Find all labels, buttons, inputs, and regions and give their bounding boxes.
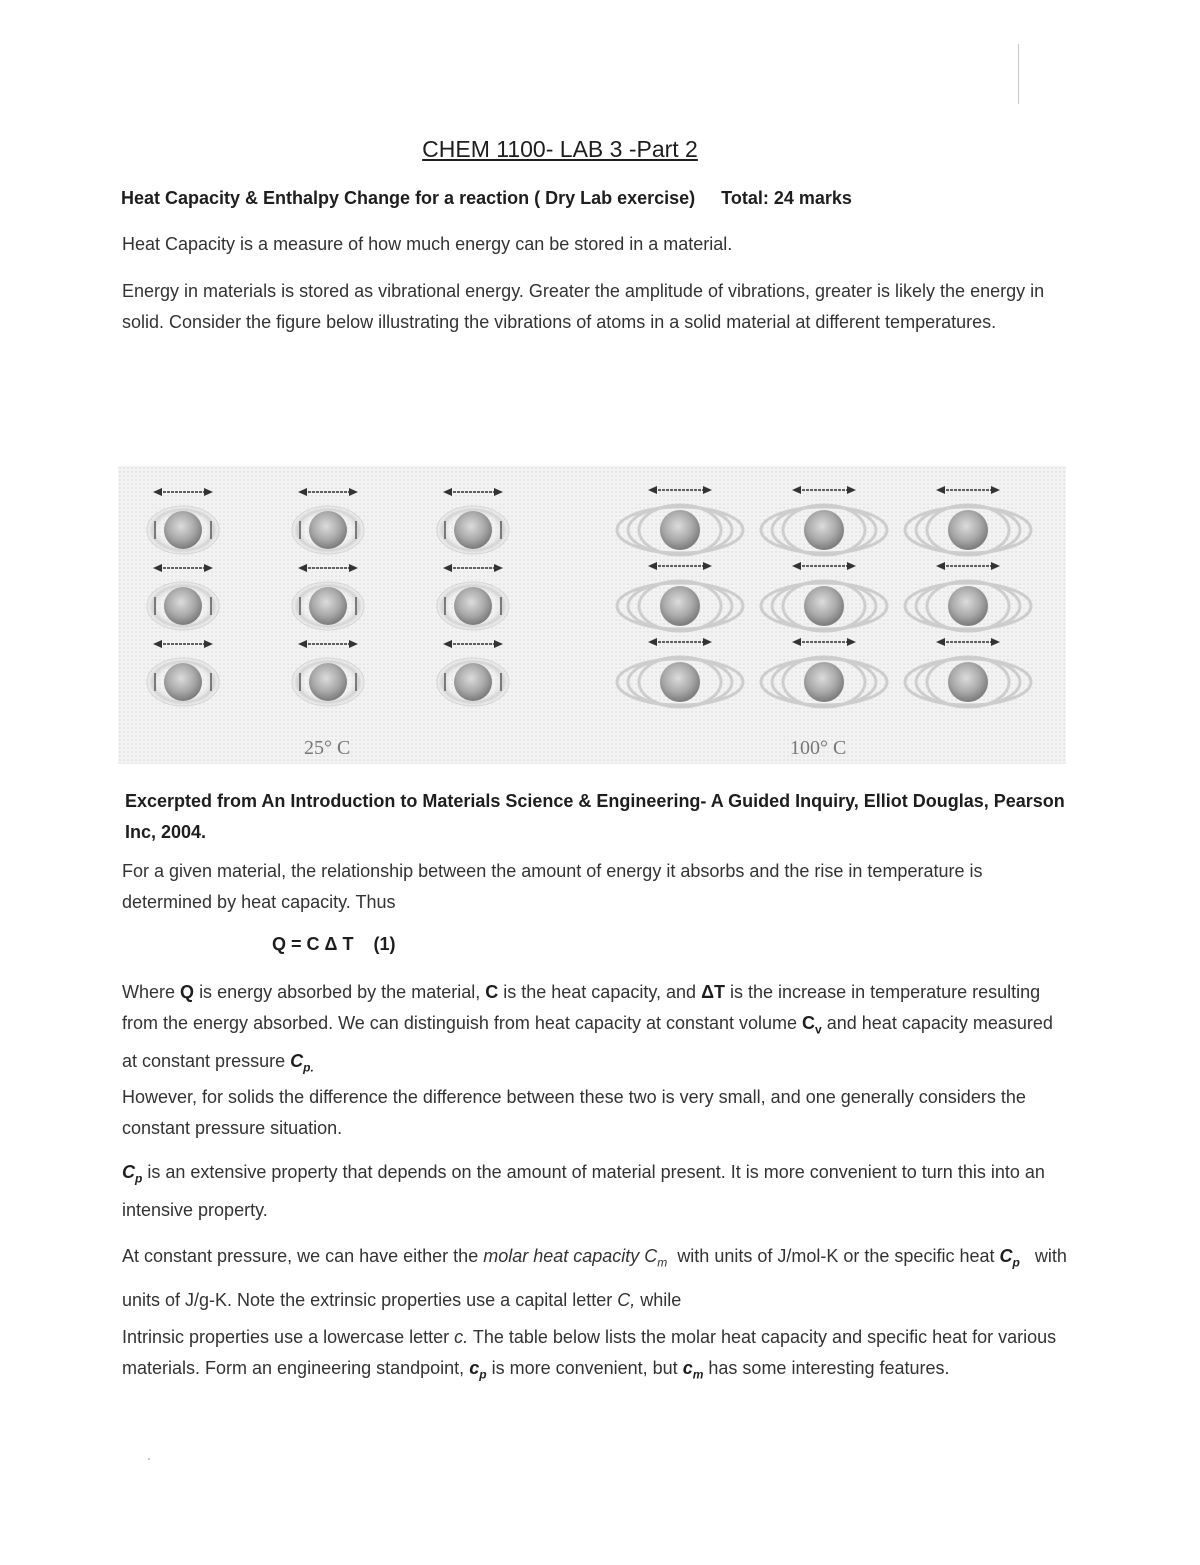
arrow-head-left: [443, 564, 452, 572]
where-paragraph: Where Q is energy absorbed by the material, C is the heat capacity, and ΔT is the increase in temperature resulting from the energy absorbed. We can distinguish from heat capacity at constant volume $C_v$ and heat capacity measured at constant pressure $C_{p.}$: [122, 982, 1053, 1075]
symbol-cp: $C_{p.}$: [290, 1050, 314, 1075]
citation: Excerpted from An Introduction to Materials Science & Engineering- A Guided Inquiry, Elliot Douglas, Pearson Inc, 2004.: [125, 791, 1065, 842]
arrow-head-left: [936, 638, 945, 646]
arrow-head-right: [991, 638, 1000, 646]
atom-100c: [804, 586, 844, 626]
intrinsic-paragraph: Intrinsic properties use a lowercase letter c. The table below lists the molar heat capacity and specific heat for various materials. Form an engineering standpoint, $c_p$ is more convenient, but $c_m$ has some interesting features.: [122, 1327, 1057, 1382]
symbol-cv: $C_v$: [802, 1013, 822, 1037]
atom-25c: [164, 511, 202, 549]
arrow-head-left: [792, 486, 801, 494]
arrow-head-left: [298, 640, 307, 648]
atom-25c: [454, 511, 492, 549]
arrow-head-left: [443, 640, 452, 648]
arrow-head-right: [494, 564, 503, 572]
vibration-diagram: [118, 466, 1066, 764]
label-100c: 100° C: [790, 737, 847, 759]
constant-pressure-paragraph: At constant pressure, we can have either the molar heat capacity $C_m$ with units of J/mol-K or the specific heat $C_p$ with units of J/g-K. Note the extrinsic properties use a capital letter C, while: [122, 1246, 1067, 1310]
atom-25c: [309, 511, 347, 549]
atom-100c: [660, 510, 700, 550]
atom-100c: [948, 510, 988, 550]
arrow-head-left: [648, 562, 657, 570]
symbol-lower-cm: $c_m$: [682, 1358, 704, 1382]
atom-25c: [309, 587, 347, 625]
atom-100c: [804, 662, 844, 702]
arrow-head-right: [991, 562, 1000, 570]
heat-capacity-paragraph: For a given material, the relationship between the amount of energy it absorbs and the rise in temperature is determined by heat capacity. Thus: [122, 861, 983, 912]
arrow-head-left: [648, 638, 657, 646]
arrow-head-left: [443, 488, 452, 496]
arrow-head-right: [204, 488, 213, 496]
arrow-head-left: [792, 562, 801, 570]
atom-100c: [660, 586, 700, 626]
arrow-head-left: [153, 488, 162, 496]
atom-25c: [309, 663, 347, 701]
arrow-head-right: [847, 638, 856, 646]
intro-paragraph-1: Heat Capacity is a measure of how much energy can be stored in a material.: [122, 234, 733, 254]
atom-100c: [948, 662, 988, 702]
symbol-q: Q: [180, 982, 195, 1002]
extensive-paragraph: $C_p$ is an extensive property that depends on the amount of material present. It is more convenient to turn this into an intensive property.: [122, 1162, 1045, 1220]
atom-25c: [454, 663, 492, 701]
atom-100c: [660, 662, 700, 702]
symbol-cp-2: $C_p$: [122, 1162, 143, 1186]
arrow-head-left: [298, 564, 307, 572]
arrow-head-right: [349, 564, 358, 572]
symbol-c: C: [485, 982, 499, 1002]
arrow-head-left: [792, 638, 801, 646]
atom-25c: [164, 663, 202, 701]
arrow-head-right: [204, 640, 213, 648]
scan-speck: [148, 1458, 150, 1460]
symbol-lower-cp: $c_p$: [469, 1358, 487, 1382]
equation-expression: Q = C Δ T: [272, 934, 354, 954]
arrow-head-left: [153, 564, 162, 572]
arrow-head-right: [991, 486, 1000, 494]
arrow-head-right: [847, 562, 856, 570]
molar-heat-capacity: molar heat capacity $C_m$: [483, 1246, 668, 1270]
arrow-head-right: [349, 640, 358, 648]
section-heading: [121, 188, 852, 209]
arrow-head-right: [494, 640, 503, 648]
atom-25c: [454, 587, 492, 625]
arrow-head-right: [494, 488, 503, 496]
solids-paragraph: However, for solids the difference the difference between these two is very small, and one generally considers the constant pressure situation.: [122, 1087, 1026, 1138]
total-marks: Total: 24 marks: [721, 188, 852, 208]
page-title: CHEM 1100- LAB 3 -Part 2: [422, 136, 698, 162]
intro-paragraph-2: Energy in materials is stored as vibrational energy. Greater the amplitude of vibrations, greater is likely the energy in solid. Consider the figure below illustrating the vibrations of atoms in a solid material at different temperatures.: [122, 281, 1045, 332]
scan-mark: [1018, 44, 1019, 104]
atom-100c: [804, 510, 844, 550]
section-heading-text: Heat Capacity & Enthalpy Change for a reaction ( Dry Lab exercise): [121, 188, 696, 208]
arrow-head-left: [153, 640, 162, 648]
atom-100c: [948, 586, 988, 626]
arrow-head-right: [703, 638, 712, 646]
arrow-head-right: [703, 486, 712, 494]
symbol-delta-t: ΔT: [701, 982, 725, 1002]
arrow-head-left: [648, 486, 657, 494]
arrow-head-right: [703, 562, 712, 570]
arrow-head-left: [298, 488, 307, 496]
arrow-head-right: [349, 488, 358, 496]
equation-1: [272, 934, 395, 955]
vibration-figure: [118, 466, 1066, 764]
arrow-head-left: [936, 562, 945, 570]
arrow-head-right: [847, 486, 856, 494]
specific-heat-symbol: $C_p$: [999, 1246, 1020, 1270]
arrow-head-left: [936, 486, 945, 494]
equation-number: (1): [373, 934, 396, 954]
label-25c: 25° C: [304, 737, 351, 759]
atom-25c: [164, 587, 202, 625]
arrow-head-right: [204, 564, 213, 572]
